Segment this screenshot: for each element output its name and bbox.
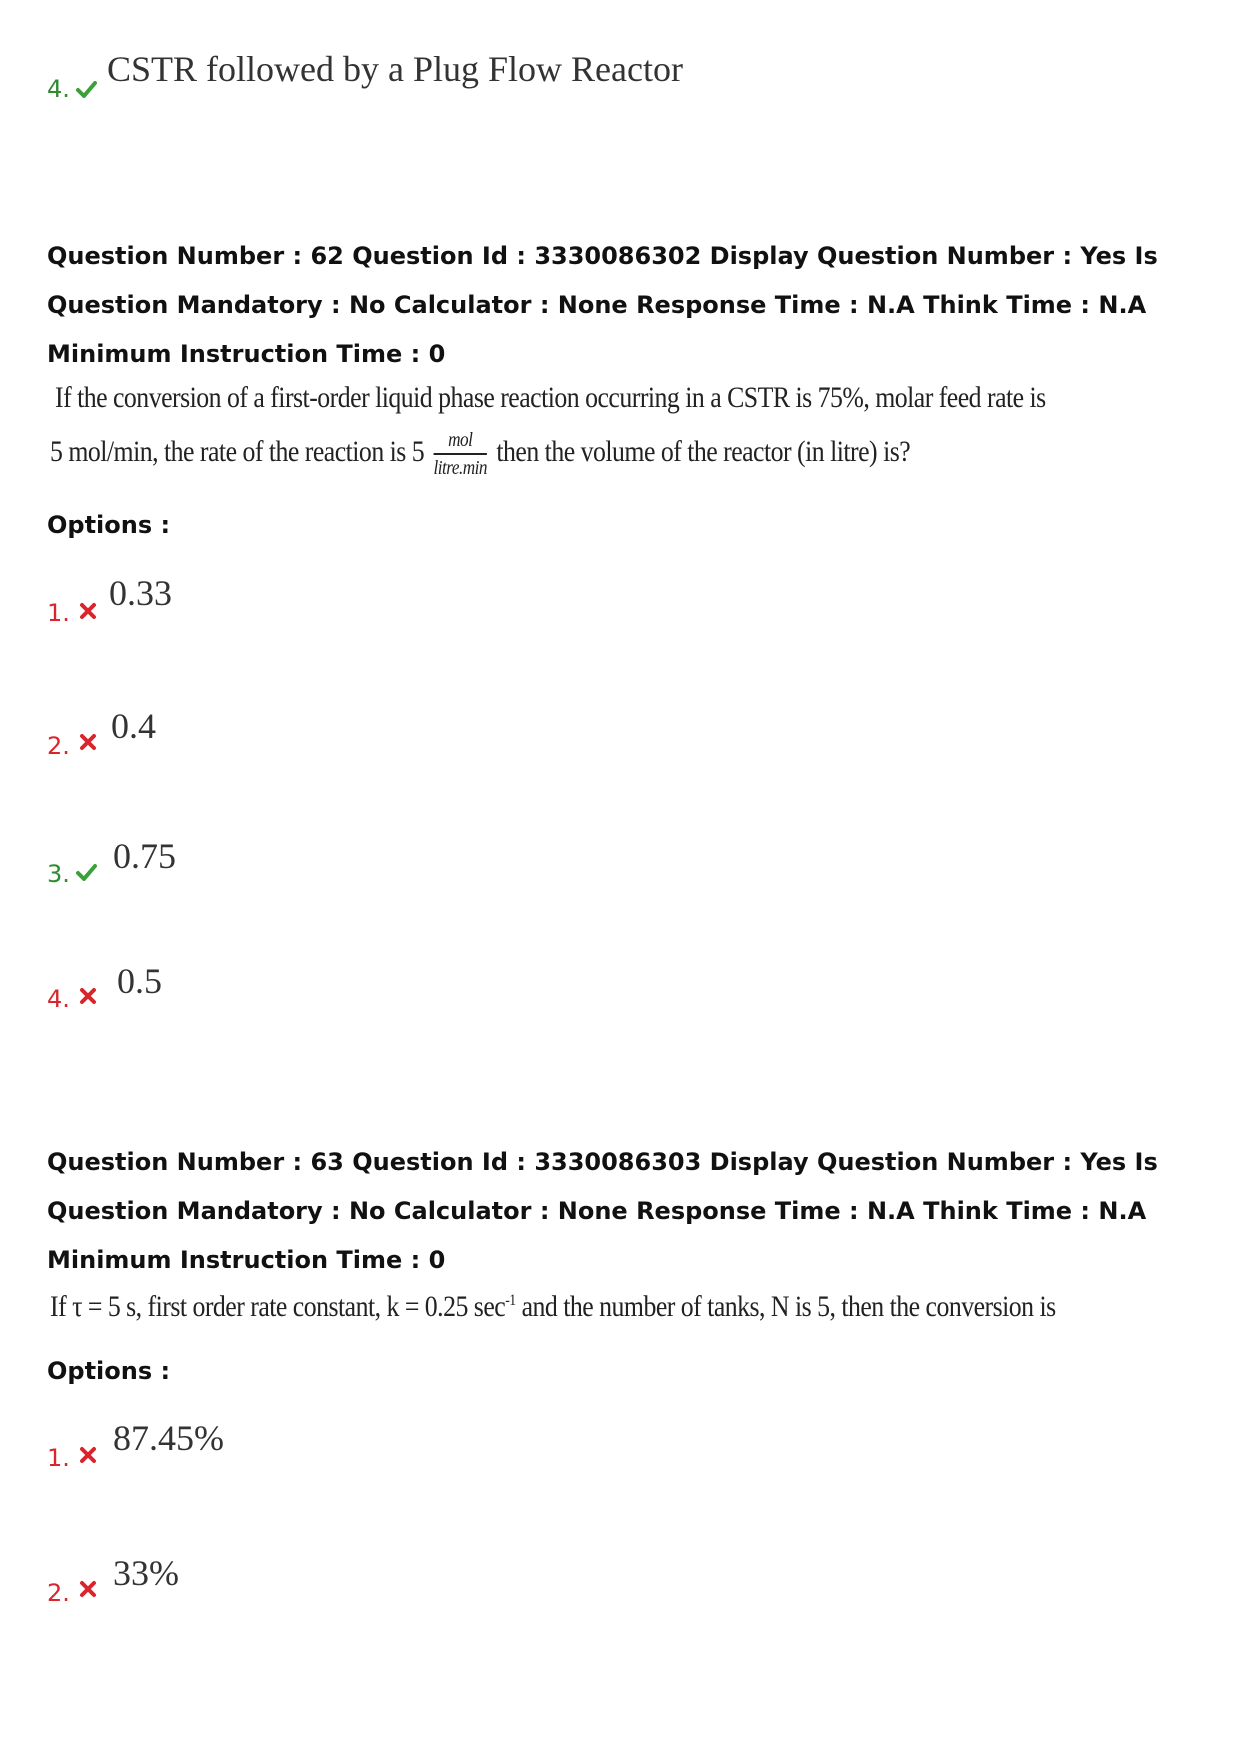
options-label: Options : <box>47 1357 171 1385</box>
cross-icon <box>77 600 99 622</box>
options-label: Options : <box>47 511 171 539</box>
option-text: CSTR followed by a Plug Flow Reactor <box>107 49 683 89</box>
fraction-denominator: litre.min <box>433 457 488 479</box>
cross-icon <box>77 1444 99 1466</box>
question-meta: Question Number : 62 Question Id : 3330086302 Display Question Number : Yes Is Question Mandatory : No Calculator : None Response Time : N.A Think Time : N.A Minimum Instruction Time : 0 <box>47 242 1158 368</box>
superscript: -1 <box>505 1292 516 1309</box>
option-row[interactable] <box>47 572 447 632</box>
option-number: 4. <box>47 75 70 103</box>
question-text <box>50 1290 1056 1324</box>
option-text: 33% <box>113 1553 179 1593</box>
question-text-part: and the number of tanks, N is 5, then the conversion is <box>515 1290 1056 1323</box>
option-text: 87.45% <box>113 1418 224 1458</box>
option-row[interactable] <box>47 1552 447 1612</box>
option-text: 0.5 <box>117 961 162 1001</box>
fraction-numerator: mol <box>434 430 487 455</box>
question-text-part: 5 mol/min, the rate of the reaction is 5 <box>50 434 425 468</box>
question-text-part: If τ = 5 s, first order rate constant, k = 0.25 sec <box>50 1290 506 1323</box>
option-text: 0.4 <box>111 706 156 746</box>
check-icon <box>75 78 97 100</box>
option-row[interactable] <box>47 1417 447 1477</box>
option-number: 1. <box>47 1444 70 1472</box>
question-text: If the conversion of a first-order liquid phase reaction occurring in a CSTR is 75%, molar feed rate is <box>55 381 1046 414</box>
question-meta: Question Number : 63 Question Id : 3330086303 Display Question Number : Yes Is Question Mandatory : No Calculator : None Response Time : N.A Think Time : N.A Minimum Instruction Time : 0 <box>47 1148 1158 1274</box>
option-text: 0.75 <box>113 836 176 876</box>
cross-icon <box>77 985 99 1007</box>
cross-icon <box>77 1578 99 1600</box>
fraction <box>434 430 487 478</box>
check-icon <box>75 861 97 883</box>
option-text: 0.33 <box>109 573 172 613</box>
question-text-line2 <box>50 430 910 478</box>
option-row[interactable] <box>47 960 447 1020</box>
option-number: 3. <box>47 860 70 888</box>
option-number: 2. <box>47 732 70 760</box>
option-row[interactable] <box>47 705 447 765</box>
option-row[interactable] <box>47 835 447 895</box>
cross-icon <box>77 731 99 753</box>
option-number: 1. <box>47 599 70 627</box>
option-number: 2. <box>47 1579 70 1607</box>
question-text-part: then the volume of the reactor (in litre) is? <box>496 434 911 468</box>
option-number: 4. <box>47 985 70 1013</box>
